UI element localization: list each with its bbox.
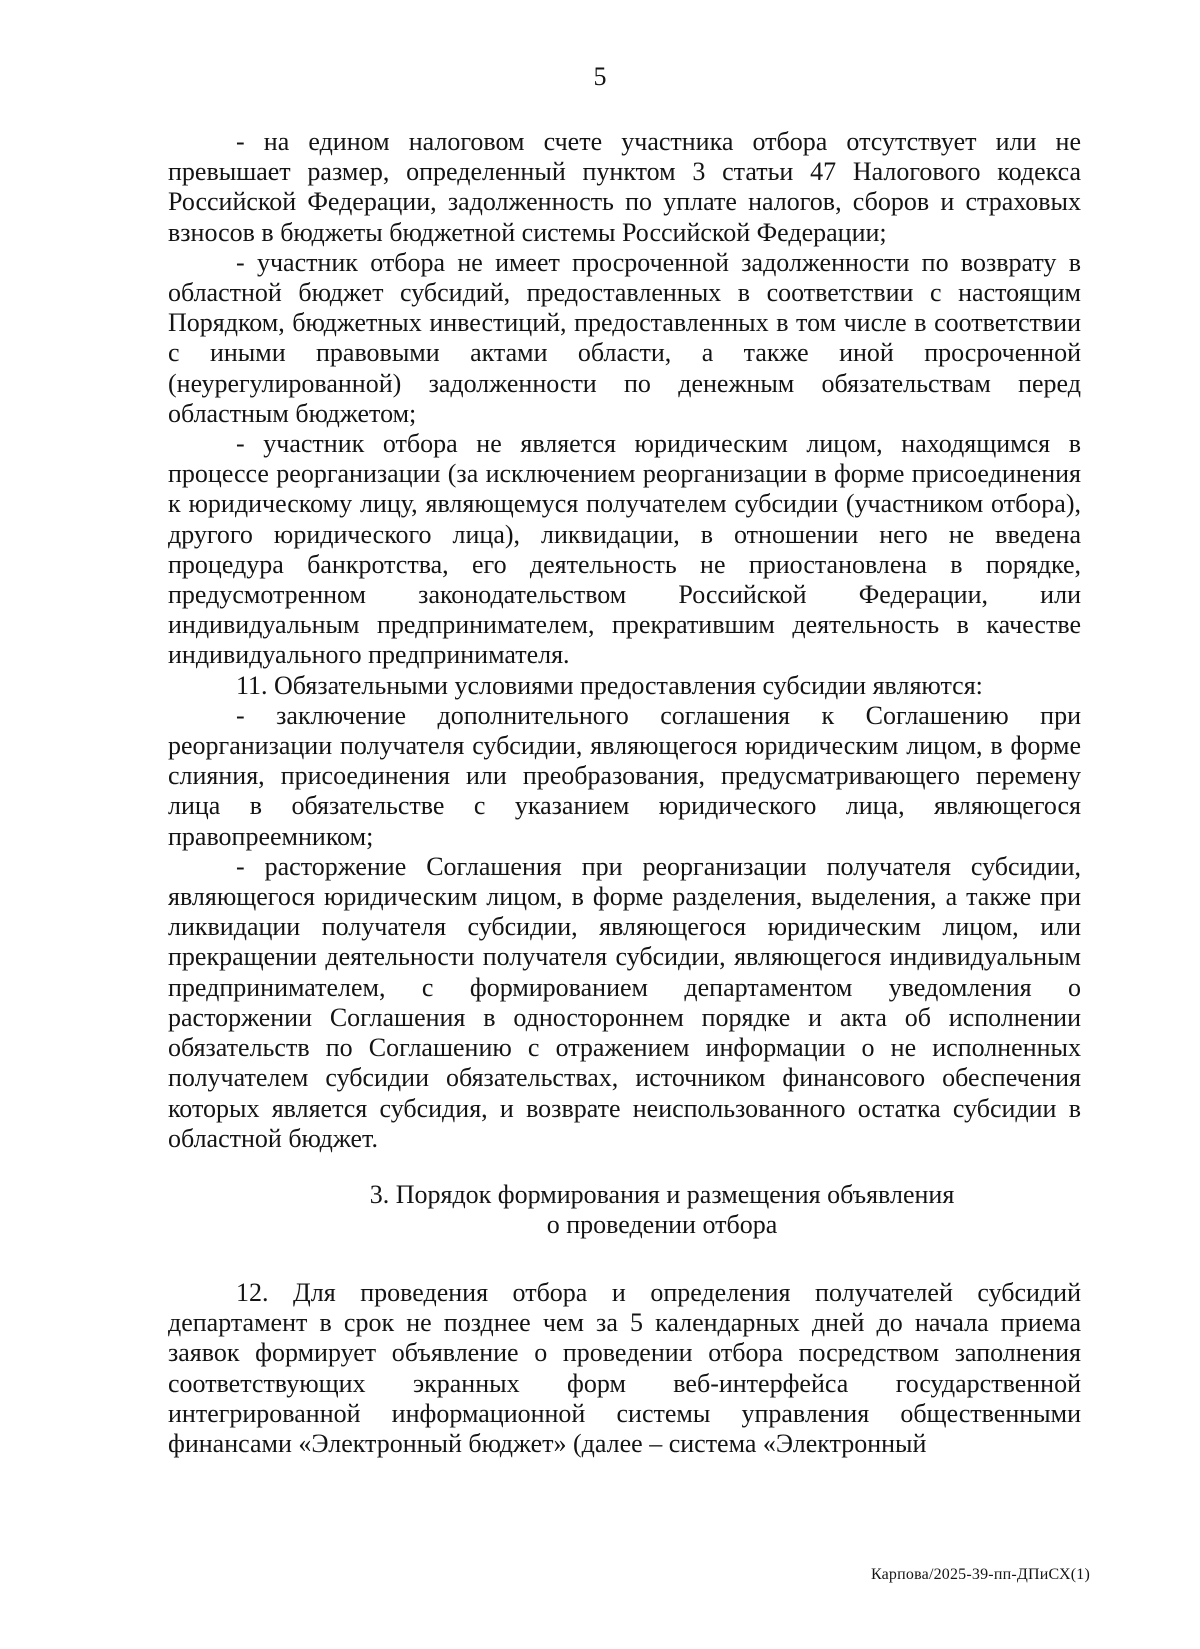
paragraph-item-12: 12. Для проведения отбора и определения получателей субсидий департамент в срок не позднее чем за 5 календарных дней до начала приема заявок формирует объявление о проведении отбора посредством заполнения соответствующих экранных форм веб-интерфейса государственной интегрированной информационной системы управления общественными финансами «Электронный бюджет» (далее – система «Электронный xyxy=(168,1277,1081,1458)
paragraph-agreement-termination: - расторжение Соглашения при реорганизации получателя субсидии, являющегося юридическим лицом, в форме разделения, выделения, а также при ликвидации получателя субсидии, являющегося юридическим лицом, или прекращении деятельности получателя субсидии, являющегося индивидуальным предпринимателем, с формированием департаментом уведомления о расторжении Соглашения в одностороннем порядке и акта об исполнении обязательств по Соглашению с отражением информации о не исполненных получателем субсидии обязательствах, источником финансового обеспечения которых является субсидия, и возврате неиспользованного остатка субсидии в областной бюджет. xyxy=(168,851,1081,1153)
paragraph-overdue-debt: - участник отбора не имеет просроченной задолженности по возврату в областной бюджет субсидий, предоставленных в соответствии с настоящим Порядком, бюджетных инвестиций, предоставленных в том числе в соответствии с иными правовыми актами области, а также иной просроченной (неурегулированной) задолженности по денежным обязательствам перед областным бюджетом; xyxy=(168,247,1081,428)
document-reference-code: Карпова/2025-39-пп-ДПиСХ(1) xyxy=(870,1566,1090,1583)
section-heading-line-2: о проведении отбора xyxy=(546,1209,778,1239)
section-heading-line-1: 3. Порядок формирования и размещения объявления xyxy=(369,1179,955,1209)
section-heading xyxy=(168,1180,1081,1240)
paragraph-reorganization: - участник отбора не является юридическим лицом, находящимся в процессе реорганизации (за исключением реорганизации в форме присоединения к юридическому лицу, являющемуся получателем субсидии (участником отбора), другого юридического лица), ликвидации, в отношении него не введена процедура банкротства, его деятельность не приостановлена в порядке, предусмотренном законодательством Российской Федерации, или индивидуальным предпринимателем, прекратившим деятельность в качестве индивидуального предпринимателя. xyxy=(168,429,1081,670)
paragraph-additional-agreement: - заключение дополнительного соглашения к Соглашению при реорганизации получателя субсидии, являющегося юридическим лицом, в форме слияния, присоединения или преобразования, предусматривающего перемену лица в обязательстве с указанием юридического лица, являющегося правопреемником; xyxy=(168,700,1081,851)
paragraph-tax-debt: - на едином налоговом счете участника отбора отсутствует или не превышает размер, определенный пунктом 3 статьи 47 Налогового кодекса Российской Федерации, задолженность по уплате налогов, сборов и страховых взносов в бюджеты бюджетной системы Российской Федерации; xyxy=(168,127,1081,247)
paragraph-item-11: 11. Обязательными условиями предоставления субсидии являются: xyxy=(236,670,983,700)
page-number: 5 xyxy=(593,62,607,91)
document-body xyxy=(168,127,1081,1459)
